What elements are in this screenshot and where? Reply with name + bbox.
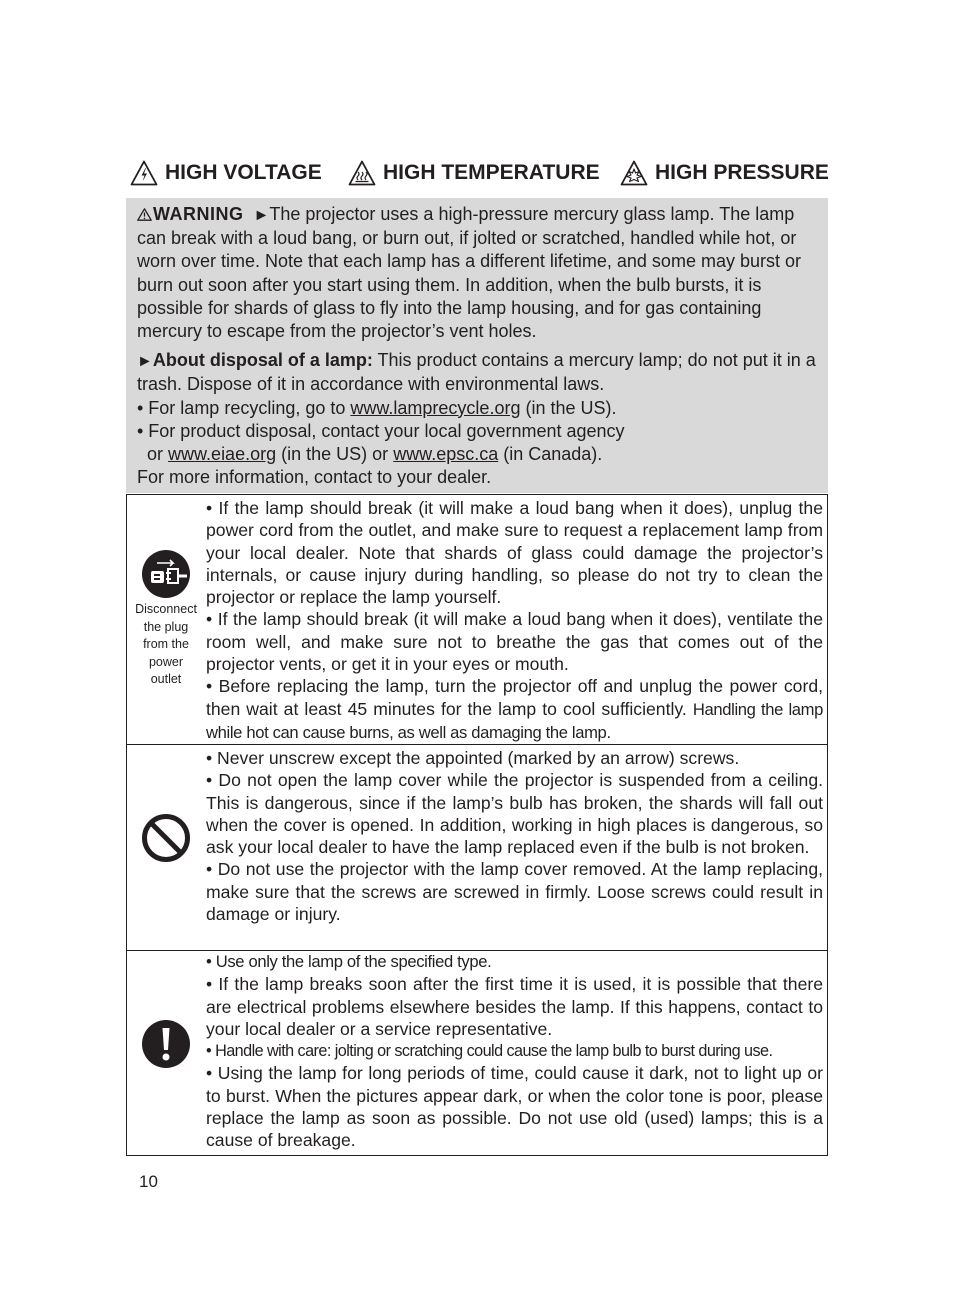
icon-column (127, 951, 205, 1155)
bullet-item: • Do not open the lamp cover while the projector is suspended from a ceiling. This is dangerous, since if the lamp’s bulb has broken, the shards will fall out when the cover is opened. In addition, working in high places is dangerous, so ask your local dealer to have the lamp replaced even if the bulb is not broken. (206, 770, 823, 858)
high-voltage-icon (130, 160, 158, 186)
recycle-line: • For lamp recycling, go to www.lamprecycle.org (in the US). (137, 397, 617, 418)
lamprecycle-link[interactable]: www.lamprecycle.org (350, 397, 521, 418)
warning-triangle-icon (137, 208, 152, 221)
bullet-item: • Handle with care: jolting or scratching could cause the lamp bulb to burst during use. (206, 1042, 773, 1061)
hazard-high-pressure (620, 160, 829, 186)
icon-column (127, 745, 205, 950)
arrow-icon: ► (253, 207, 270, 224)
warning-text: The projector uses a high-pressure mercury glass lamp. The lamp can break with a loud bang, or burn out, if jolted or scratched, handled while hot, or worn over time. Note that each lamp has a different lifetime, and some may burst or burn out soon after you start using them. In addition, when the bulb bursts, it is possible for shards of glass to fly into the lamp housing, and for gas containing mercury to escape from the projector’s vent holes. (137, 204, 801, 342)
hazard-header (128, 160, 830, 192)
bullet-item: • If the lamp should break (it will make a loud bang when it does), unplug the power cord from the outlet, and make sure to request a replacement lamp from your local dealer. Note that shards of glass could damage the projector’s internals, or cause injury during handling, so please do not try to clean the projector or replace the lamp yourself. (206, 498, 823, 608)
section-text (206, 497, 823, 744)
icon-caption: Disconnect the plug from the power outlet (135, 602, 197, 686)
arrow-icon: ► (137, 353, 153, 371)
hazard-high-temperature (348, 160, 600, 186)
hazard-high-voltage (130, 160, 322, 186)
section-text (206, 747, 823, 925)
warning-label: WARNING (137, 204, 244, 224)
section-text (206, 951, 823, 1152)
warning-paragraph (137, 203, 819, 343)
hazard-label: HIGH PRESSURE (655, 161, 829, 184)
bullet-item: • If the lamp should break (it will make a loud bang when it does), ventilate the room well, and make sure not to breathe the gas that comes out of the projector vents, or get it in your eyes or mouth. (206, 609, 823, 675)
more-info-line: For more information, contact to your dealer. (137, 467, 492, 488)
mandatory-exclamation-icon (141, 1019, 191, 1069)
disposal-label: About disposal of a lamp: (152, 350, 373, 371)
bullet-item: • If the lamp breaks soon after the first time it is used, it is possible that there are electrical problems elsewhere besides the lamp. If this happens, contact to your local dealer or a service representative. (206, 974, 823, 1039)
disposal-paragraph (137, 349, 819, 396)
section-prohibited (126, 745, 828, 951)
bullet-item: • Use only the lamp of the specified type. (206, 952, 492, 971)
hazard-label: HIGH VOLTAGE (165, 161, 322, 184)
high-pressure-icon (620, 160, 648, 186)
disposal-text: This product contains a mercury lamp; do not put it in a trash. Dispose of it in accordance with environmental laws. (137, 350, 816, 395)
epsc-link[interactable]: www.epsc.ca (393, 444, 499, 465)
page-number: 10 (139, 1172, 158, 1191)
agency-links-line: or www.eiae.org (in the US) or www.epsc.ca (in Canada). (147, 444, 603, 465)
hazard-label: HIGH TEMPERATURE (383, 161, 600, 184)
bullet-item: • Before replacing the lamp, turn the projector off and unplug the power cord, then wait at least 45 minutes for the lamp to cool sufficiently. Handling the lamp while hot can cause burns, as well as damaging the lamp. (206, 676, 824, 742)
warning-box (126, 198, 828, 493)
high-temperature-icon (348, 160, 376, 186)
bullet-item: • Never unscrew except the appointed (marked by an arrow) screws. (206, 748, 740, 768)
prohibited-icon (141, 813, 191, 863)
bullet-item: • Do not use the projector with the lamp cover removed. At the lamp replacing, make sure that the screws are screwed in firmly. Loose screws could result in damage or injury. (206, 859, 823, 925)
icon-column (127, 495, 205, 744)
disconnect-plug-icon (141, 549, 191, 599)
bullet-item: • Using the lamp for long periods of time, could cause it dark, not to light up or to burst. When the pictures appear dark, or when the color tone is poor, please replace the lamp as soon as possible. Do not use old (used) lamps; this is a cause of breakage. (206, 1063, 823, 1151)
section-mandatory (126, 951, 828, 1156)
eiae-link[interactable]: www.eiae.org (168, 444, 277, 465)
section-disconnect (126, 494, 828, 745)
agency-line: • For product disposal, contact your local government agency (137, 420, 625, 441)
